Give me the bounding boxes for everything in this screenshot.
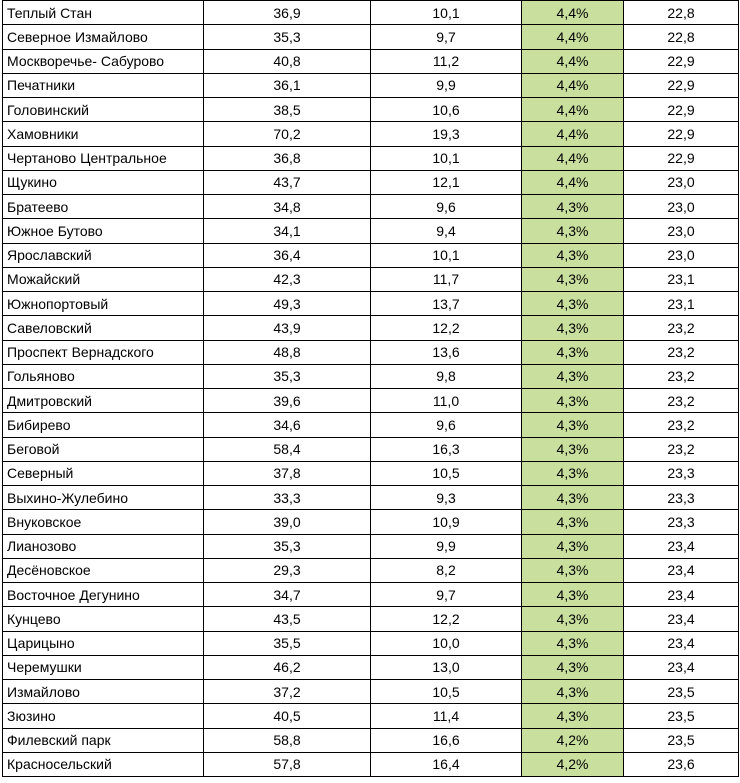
percent-cell[interactable]: 4,2% (522, 728, 624, 752)
value-3-cell[interactable]: 23,4 (624, 534, 739, 558)
table-row (3, 25, 739, 49)
value-1-cell[interactable]: 38,5 (204, 98, 371, 122)
value-2-cell[interactable]: 10,6 (371, 98, 522, 122)
percent-cell[interactable]: 4,3% (522, 486, 624, 510)
percent-cell[interactable]: 4,3% (522, 607, 624, 631)
value-1-cell[interactable]: 43,7 (204, 170, 371, 194)
district-name-cell[interactable]: Головинский (3, 98, 204, 122)
districts-table (2, 0, 739, 777)
value-3-cell[interactable]: 22,8 (624, 25, 739, 49)
district-name-cell[interactable]: Северный (3, 461, 204, 485)
spreadsheet-table (2, 0, 738, 777)
district-name-cell[interactable]: Южнопортовый (3, 292, 204, 316)
value-1-cell[interactable]: 35,3 (204, 364, 371, 388)
value-1-cell[interactable]: 39,6 (204, 389, 371, 413)
value-3-cell[interactable]: 22,9 (624, 122, 739, 146)
percent-cell[interactable]: 4,3% (522, 267, 624, 291)
percent-cell[interactable]: 4,4% (522, 25, 624, 49)
district-name-cell[interactable]: Можайский (3, 267, 204, 291)
table-row (3, 49, 739, 73)
table-row (3, 122, 739, 146)
table-row (3, 607, 739, 631)
value-1-cell[interactable]: 49,3 (204, 292, 371, 316)
value-1-cell[interactable]: 58,4 (204, 437, 371, 461)
value-1-cell[interactable]: 35,5 (204, 631, 371, 655)
value-2-cell[interactable]: 9,6 (371, 413, 522, 437)
percent-cell[interactable]: 4,3% (522, 413, 624, 437)
percent-cell[interactable]: 4,2% (522, 752, 624, 776)
value-2-cell[interactable]: 9,8 (371, 364, 522, 388)
value-3-cell[interactable]: 23,1 (624, 292, 739, 316)
value-3-cell[interactable]: 23,4 (624, 631, 739, 655)
table-row (3, 752, 739, 776)
table-row (3, 1, 739, 25)
table-row (3, 316, 739, 340)
percent-cell[interactable]: 4,3% (522, 461, 624, 485)
table-row (3, 267, 739, 291)
value-3-cell[interactable]: 23,4 (624, 607, 739, 631)
table-row (3, 146, 739, 170)
percent-cell[interactable]: 4,4% (522, 49, 624, 73)
value-1-cell[interactable]: 43,9 (204, 316, 371, 340)
value-1-cell[interactable]: 57,8 (204, 752, 371, 776)
district-name-cell[interactable]: Проспект Вернадского (3, 340, 204, 364)
percent-cell[interactable]: 4,3% (522, 316, 624, 340)
table-row (3, 680, 739, 704)
value-3-cell[interactable]: 23,0 (624, 195, 739, 219)
table-row (3, 292, 739, 316)
value-2-cell[interactable]: 12,2 (371, 607, 522, 631)
district-name-cell[interactable]: Кунцево (3, 607, 204, 631)
value-2-cell[interactable]: 8,2 (371, 558, 522, 582)
value-2-cell[interactable]: 9,9 (371, 73, 522, 97)
percent-cell[interactable]: 4,3% (522, 437, 624, 461)
percent-cell[interactable]: 4,4% (522, 146, 624, 170)
percent-cell[interactable]: 4,3% (522, 583, 624, 607)
table-row (3, 558, 739, 582)
value-2-cell[interactable]: 10,5 (371, 680, 522, 704)
value-1-cell[interactable]: 35,3 (204, 534, 371, 558)
value-1-cell[interactable]: 40,8 (204, 49, 371, 73)
district-name-cell[interactable]: Десёновское (3, 558, 204, 582)
value-3-cell[interactable]: 23,2 (624, 413, 739, 437)
table-row (3, 219, 739, 243)
district-name-cell[interactable]: Измайлово (3, 680, 204, 704)
value-2-cell[interactable]: 9,7 (371, 583, 522, 607)
value-2-cell[interactable]: 10,1 (371, 1, 522, 25)
percent-cell[interactable]: 4,3% (522, 364, 624, 388)
value-3-cell[interactable]: 23,5 (624, 680, 739, 704)
value-1-cell[interactable]: 46,2 (204, 655, 371, 679)
value-3-cell[interactable]: 23,5 (624, 704, 739, 728)
value-3-cell[interactable]: 22,9 (624, 98, 739, 122)
table-row (3, 243, 739, 267)
district-name-cell[interactable]: Царицыно (3, 631, 204, 655)
district-name-cell[interactable]: Чертаново Центральное (3, 146, 204, 170)
value-2-cell[interactable]: 10,1 (371, 146, 522, 170)
district-name-cell[interactable]: Красносельский (3, 752, 204, 776)
district-name-cell[interactable]: Зюзино (3, 704, 204, 728)
district-name-cell[interactable]: Щукино (3, 170, 204, 194)
district-name-cell[interactable]: Лианозово (3, 534, 204, 558)
district-name-cell[interactable]: Бибирево (3, 413, 204, 437)
value-3-cell[interactable]: 23,2 (624, 340, 739, 364)
district-name-cell[interactable]: Теплый Стан (3, 1, 204, 25)
value-3-cell[interactable]: 23,4 (624, 655, 739, 679)
value-2-cell[interactable]: 12,1 (371, 170, 522, 194)
value-3-cell[interactable]: 22,8 (624, 1, 739, 25)
district-name-cell[interactable]: Гольяново (3, 364, 204, 388)
value-2-cell[interactable]: 10,1 (371, 243, 522, 267)
value-3-cell[interactable]: 23,2 (624, 364, 739, 388)
value-2-cell[interactable]: 9,9 (371, 534, 522, 558)
value-3-cell[interactable]: 22,9 (624, 49, 739, 73)
district-name-cell[interactable]: Выхино-Жулебино (3, 486, 204, 510)
value-1-cell[interactable]: 70,2 (204, 122, 371, 146)
value-3-cell[interactable]: 23,0 (624, 170, 739, 194)
value-3-cell[interactable]: 22,9 (624, 146, 739, 170)
table-row (3, 195, 739, 219)
value-3-cell[interactable]: 23,2 (624, 389, 739, 413)
value-1-cell[interactable]: 48,8 (204, 340, 371, 364)
value-2-cell[interactable]: 9,4 (371, 219, 522, 243)
value-3-cell[interactable]: 23,3 (624, 510, 739, 534)
value-1-cell[interactable]: 37,2 (204, 680, 371, 704)
value-1-cell[interactable]: 34,1 (204, 219, 371, 243)
table-row (3, 413, 739, 437)
district-name-cell[interactable]: Ярославский (3, 243, 204, 267)
district-name-cell[interactable]: Хамовники (3, 122, 204, 146)
percent-cell[interactable]: 4,3% (522, 292, 624, 316)
percent-cell[interactable]: 4,3% (522, 631, 624, 655)
value-1-cell[interactable]: 36,8 (204, 146, 371, 170)
value-3-cell[interactable]: 23,1 (624, 267, 739, 291)
table-row (3, 73, 739, 97)
value-3-cell[interactable]: 23,6 (624, 752, 739, 776)
value-2-cell[interactable]: 16,4 (371, 752, 522, 776)
percent-cell[interactable]: 4,3% (522, 389, 624, 413)
table-row (3, 534, 739, 558)
district-name-cell[interactable]: Северное Измайлово (3, 25, 204, 49)
table-row (3, 704, 739, 728)
table-row (3, 389, 739, 413)
value-1-cell[interactable]: 34,8 (204, 195, 371, 219)
percent-cell[interactable]: 4,3% (522, 340, 624, 364)
table-row (3, 510, 739, 534)
value-1-cell[interactable]: 33,3 (204, 486, 371, 510)
value-1-cell[interactable]: 34,6 (204, 413, 371, 437)
value-2-cell[interactable]: 9,3 (371, 486, 522, 510)
table-row (3, 340, 739, 364)
value-2-cell[interactable]: 16,6 (371, 728, 522, 752)
value-2-cell[interactable]: 10,9 (371, 510, 522, 534)
value-1-cell[interactable]: 43,5 (204, 607, 371, 631)
value-1-cell[interactable]: 42,3 (204, 267, 371, 291)
value-3-cell[interactable]: 23,2 (624, 437, 739, 461)
value-2-cell[interactable]: 10,5 (371, 461, 522, 485)
percent-cell[interactable]: 4,3% (522, 680, 624, 704)
district-name-cell[interactable]: Черемушки (3, 655, 204, 679)
value-3-cell[interactable]: 23,2 (624, 316, 739, 340)
district-name-cell[interactable]: Печатники (3, 73, 204, 97)
percent-cell[interactable]: 4,3% (522, 534, 624, 558)
value-2-cell[interactable]: 9,7 (371, 25, 522, 49)
value-3-cell[interactable]: 23,4 (624, 558, 739, 582)
table-row (3, 655, 739, 679)
value-1-cell[interactable]: 58,8 (204, 728, 371, 752)
value-2-cell[interactable]: 13,6 (371, 340, 522, 364)
table-row (3, 583, 739, 607)
district-name-cell[interactable]: Братеево (3, 195, 204, 219)
table-body (3, 1, 739, 777)
value-1-cell[interactable]: 36,1 (204, 73, 371, 97)
district-name-cell[interactable]: Филевский парк (3, 728, 204, 752)
district-name-cell[interactable]: Восточное Дегунино (3, 583, 204, 607)
value-2-cell[interactable]: 11,7 (371, 267, 522, 291)
value-3-cell[interactable]: 23,4 (624, 583, 739, 607)
percent-cell[interactable]: 4,3% (522, 243, 624, 267)
value-3-cell[interactable]: 23,3 (624, 486, 739, 510)
district-name-cell[interactable]: Южное Бутово (3, 219, 204, 243)
value-1-cell[interactable]: 36,9 (204, 1, 371, 25)
percent-cell[interactable]: 4,4% (522, 73, 624, 97)
value-1-cell[interactable]: 34,7 (204, 583, 371, 607)
value-2-cell[interactable]: 13,7 (371, 292, 522, 316)
table-row (3, 437, 739, 461)
table-row (3, 364, 739, 388)
value-1-cell[interactable]: 35,3 (204, 25, 371, 49)
value-1-cell[interactable]: 36,4 (204, 243, 371, 267)
value-3-cell[interactable]: 23,0 (624, 243, 739, 267)
table-row (3, 461, 739, 485)
table-row (3, 170, 739, 194)
value-1-cell[interactable]: 39,0 (204, 510, 371, 534)
table-row (3, 98, 739, 122)
value-3-cell[interactable]: 23,3 (624, 461, 739, 485)
value-2-cell[interactable]: 10,0 (371, 631, 522, 655)
value-2-cell[interactable]: 12,2 (371, 316, 522, 340)
percent-cell[interactable]: 4,4% (522, 1, 624, 25)
percent-cell[interactable]: 4,3% (522, 704, 624, 728)
value-3-cell[interactable]: 22,9 (624, 73, 739, 97)
value-2-cell[interactable]: 9,6 (371, 195, 522, 219)
table-row (3, 728, 739, 752)
value-3-cell[interactable]: 23,0 (624, 219, 739, 243)
value-1-cell[interactable]: 40,5 (204, 704, 371, 728)
value-2-cell[interactable]: 19,3 (371, 122, 522, 146)
percent-cell[interactable]: 4,3% (522, 195, 624, 219)
percent-cell[interactable]: 4,4% (522, 122, 624, 146)
district-name-cell[interactable]: Дмитровский (3, 389, 204, 413)
percent-cell[interactable]: 4,3% (522, 510, 624, 534)
value-2-cell[interactable]: 11,2 (371, 49, 522, 73)
value-2-cell[interactable]: 13,0 (371, 655, 522, 679)
percent-cell[interactable]: 4,4% (522, 170, 624, 194)
district-name-cell[interactable]: Савеловский (3, 316, 204, 340)
value-2-cell[interactable]: 11,4 (371, 704, 522, 728)
percent-cell[interactable]: 4,4% (522, 98, 624, 122)
table-row (3, 631, 739, 655)
percent-cell[interactable]: 4,3% (522, 558, 624, 582)
percent-cell[interactable]: 4,3% (522, 655, 624, 679)
district-name-cell[interactable]: Беговой (3, 437, 204, 461)
value-2-cell[interactable]: 11,0 (371, 389, 522, 413)
value-2-cell[interactable]: 16,3 (371, 437, 522, 461)
percent-cell[interactable]: 4,3% (522, 219, 624, 243)
district-name-cell[interactable]: Москворечье- Сабурово (3, 49, 204, 73)
value-1-cell[interactable]: 29,3 (204, 558, 371, 582)
value-3-cell[interactable]: 23,5 (624, 728, 739, 752)
value-1-cell[interactable]: 37,8 (204, 461, 371, 485)
table-row (3, 486, 739, 510)
district-name-cell[interactable]: Внуковское (3, 510, 204, 534)
